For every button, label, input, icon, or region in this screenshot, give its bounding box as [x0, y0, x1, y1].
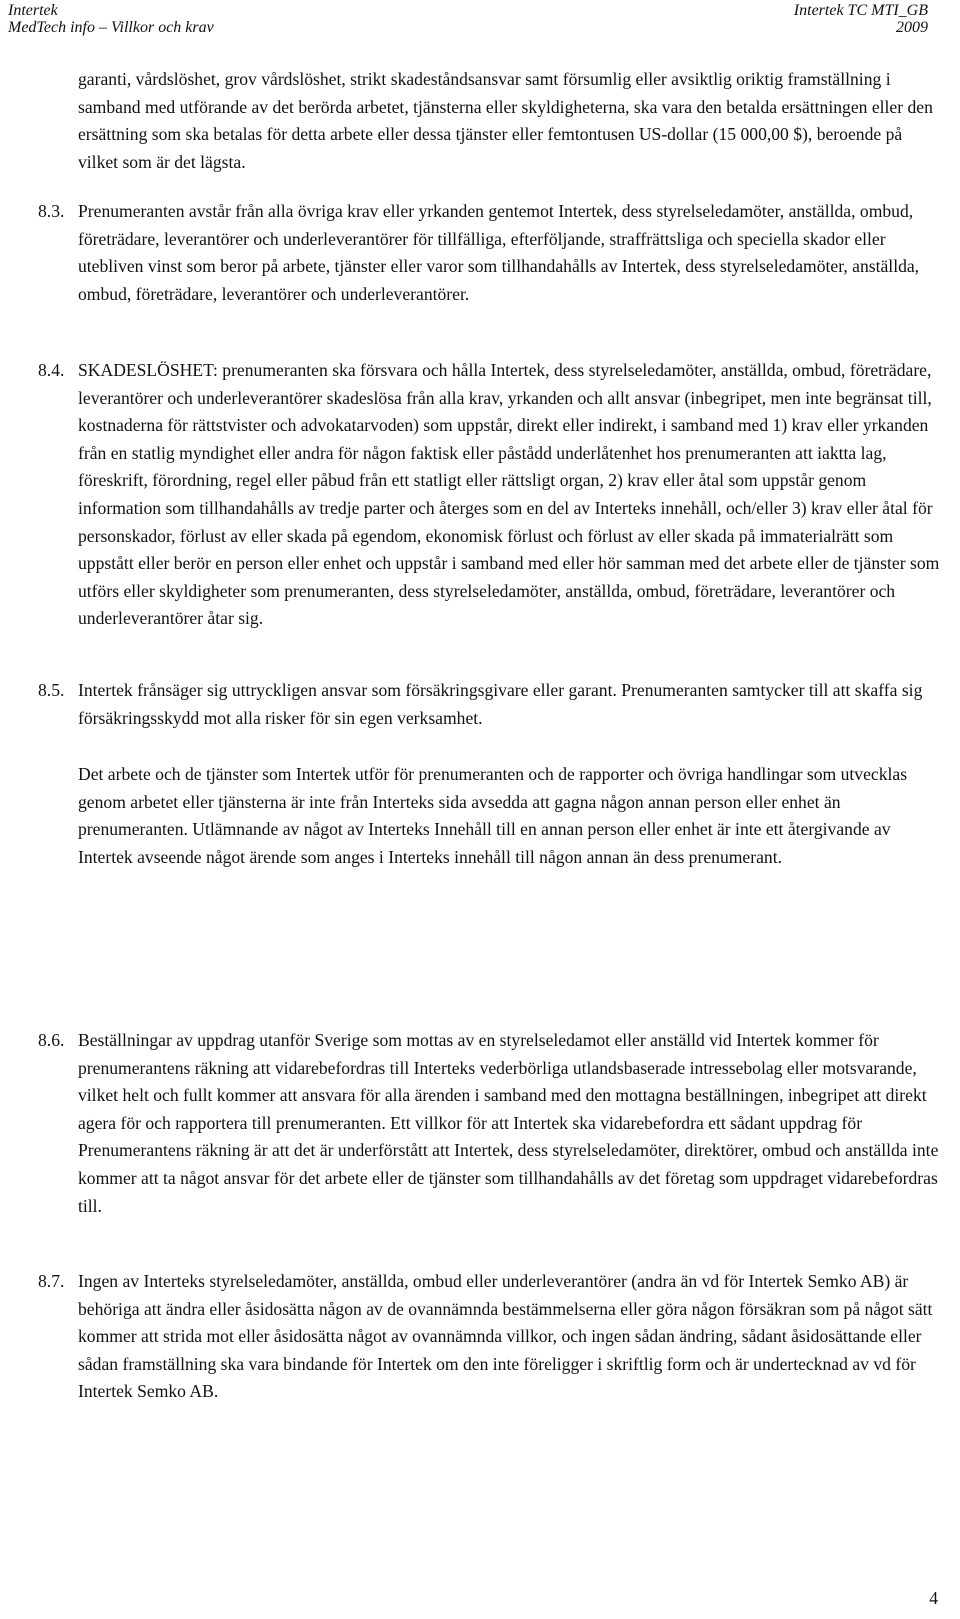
section-number-8-3: 8.3. — [38, 201, 65, 221]
paragraph-continuation: garanti, vårdslöshet, grov vårdslöshet, strikt skadeståndsansvar samt försumlig eller avsiktlig oriktig framställning i samband med utförande av det berörda arbetet, tjänsterna eller skyldigheterna, ska vara den betalda ersättningen eller den ersättning som ska betalas för detta arbete eller dessa tjänster eller femtontusen US-dollar (15 000,00 $), beroende på vilket som är det lägsta. — [78, 69, 933, 172]
section-8-3-text: Prenumeranten avstår från alla övriga krav eller yrkanden gentemot Intertek, dess styrelseledamöter, anställda, ombud, företrädare, leverantörer och underleverantörer för tillfälliga, efterföljande, straffrättsliga och speciella skador eller utebliven vinst som beror på arbete, tjänster eller varor som tillhandahålls av Intertek, dess styrelseledamöter, anställda, ombud, företrädare, leverantörer och underleverantörer. — [78, 201, 920, 304]
section-8-5-continuation: Det arbete och de tjänster som Intertek utför för prenumeranten och de rapporter och övriga handlingar som utvecklas genom arbetet eller tjänsterna är inte från Interteks sida avsedda att gagna någon annan person eller enhet än prenumeranten. Utlämnande av något av Interteks Innehåll till en annan person eller enhet är inte ett återgivande av Intertek avseende något ärende som anges i Interteks innehåll till någon annan än dess prenumerant. — [78, 764, 908, 867]
section-8-5-text: Intertek frånsäger sig uttryckligen ansvar som försäkringsgivare eller garant. Prenumeranten samtycker till att skaffa sig försäkringsskydd mot alla risker för sin egen verksamhet. — [78, 680, 923, 728]
section-8-6-text: Beställningar av uppdrag utanför Sverige som mottas av en styrelseledamot eller anställd vid Intertek kommer för prenumerantens räkning att vidarebefordras till Interteks vederbörliga utlandsbaserade intressebolag eller motsvarande, vilket helt och fullt kommer att ansvara för alla ärenden i samband med den mottagna beställningen, inbegripet att direkt agera för och rapportera till prenumeranten. Ett villkor för att Intertek ska vidarebefordra ett sådant uppdrag för Prenumerantens räkning är att det är underförstått att Intertek, dess styrelseledamöter, direktörer, ombud och anställda inte kommer att ta något ansvar för det arbete eller de tjänster som tillhandahålls av det företag som uppdraget vidarebefordras till. — [78, 1030, 939, 1216]
header-company: Intertek — [8, 2, 58, 19]
header-doc-title: MedTech info – Villkor och krav — [8, 19, 214, 36]
page-header-left — [8, 2, 214, 36]
section-number-8-4: 8.4. — [38, 360, 65, 380]
section-number-8-7: 8.7. — [38, 1271, 65, 1291]
section-number-8-5: 8.5. — [38, 680, 65, 700]
header-doc-code: Intertek TC MTI_GB — [793, 2, 928, 19]
page-number: 4 — [929, 1588, 938, 1608]
section-8-7-text: Ingen av Interteks styrelseledamöter, anställda, ombud eller underleverantörer (andra än vd för Intertek Semko AB) är behöriga att ändra eller åsidosätta någon av de ovannämnda bestämmelserna eller göra någon försäkran som på något sätt kommer att strida mot eller åsidosätta något av ovannämnda villkor, och ingen sådan ändring, sådant åsidosättande eller sådan framställning ska vara bindande för Intertek om den inte föreligger i skriftlig form och är undertecknad av vd för Intertek Semko AB. — [78, 1271, 933, 1402]
header-year: 2009 — [896, 19, 928, 36]
section-8-4-text: SKADESLÖSHET: prenumeranten ska försvara och hålla Intertek, dess styrelseledamöter, anställda, ombud, företrädare, leverantörer och underleverantörer skadeslösa från alla krav, yrkanden och allt ansvar (inbegripet, men inte begränsat till, kostnaderna för rättstvister och advokatarvoden) som uppstår, direkt eller indirekt, i samband med 1) krav eller yrkanden från en statlig myndighet eller andra för någon faktisk eller påstådd underlåtenhet hos prenumeranten att iaktta lag, föreskrift, förordning, regel eller påbud från ett statligt eller rättsligt organ, 2) krav eller åtal som uppstår genom information som tillhandahålls av tredje parter och återges som en del av Interteks innehåll, och/eller 3) krav eller åtal för personskador, förlust av eller skada på egendom, ekonomisk förlust och förlust av eller skada på immaterialrätt som uppstått eller berör en person eller enhet och uppstår i samband med eller hör samman med det arbete eller de tjänster som utförs eller skyldigheter som prenumeranten, dess styrelseledamöter, anställda, ombud, företrädare, leverantörer och underleverantörer åtar sig. — [78, 360, 940, 629]
section-number-8-6: 8.6. — [38, 1030, 65, 1050]
page-header-right — [794, 2, 928, 36]
